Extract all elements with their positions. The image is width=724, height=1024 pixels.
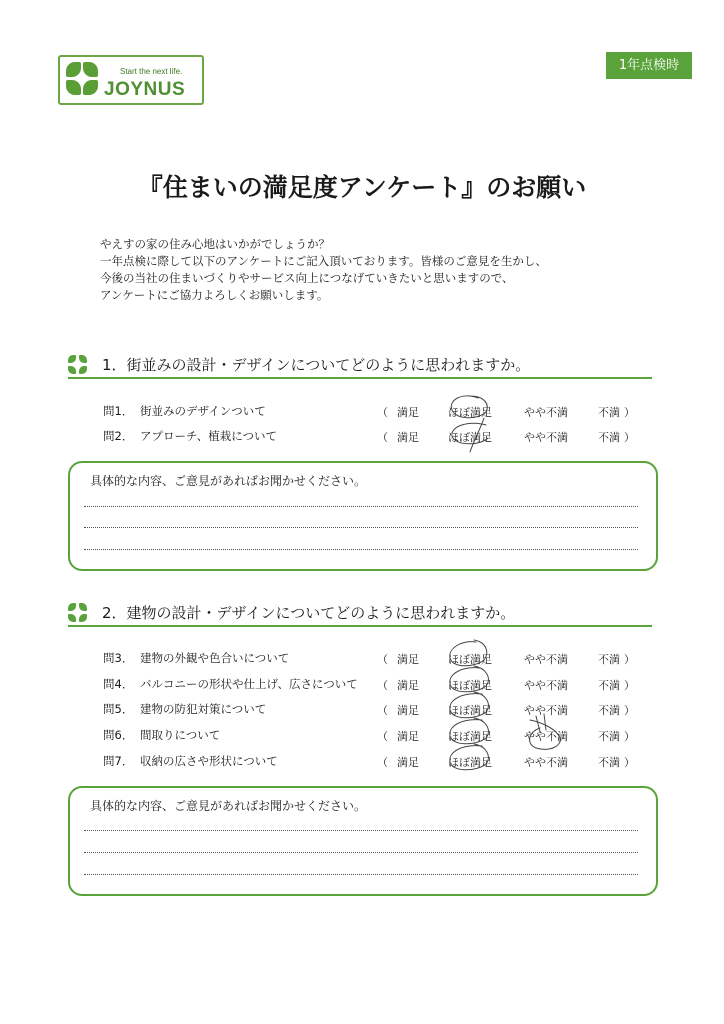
paren-close: ） (624, 679, 635, 692)
paren-close: ） (624, 704, 635, 717)
option-satisfied[interactable]: 満足 (397, 406, 419, 419)
question-text: バルコニーの形状や仕上げ、広さについて (140, 677, 358, 691)
question-text: 間取りについて (140, 728, 221, 742)
section-heading: 1．街並みの設計・デザインについてどのように思われますか。 (102, 356, 531, 374)
paren-close: ） (624, 406, 635, 419)
option-somewhat-dissatisfied[interactable]: やや不満 (524, 406, 568, 419)
option-mostly-satisfied[interactable]: ほぼ満足 (448, 704, 492, 717)
question-text: 建物の防犯対策について (140, 702, 267, 716)
question-number: 問6． (103, 728, 134, 742)
option-somewhat-dissatisfied[interactable]: やや不満 (524, 431, 568, 444)
question-number: 問1． (103, 404, 134, 418)
option-dissatisfied[interactable]: 不満 (598, 406, 620, 419)
option-dissatisfied[interactable]: 不満 (598, 704, 620, 717)
comment-line (84, 549, 638, 550)
question-text: 収納の広さや形状について (140, 754, 278, 768)
intro-line: アンケートにご協力よろしくお願いします。 (100, 288, 329, 302)
option-somewhat-dissatisfied[interactable]: やや不満 (524, 730, 568, 743)
option-dissatisfied[interactable]: 不満 (598, 756, 620, 769)
paren-close: ） (624, 431, 635, 444)
option-satisfied[interactable]: 満足 (397, 653, 419, 666)
paren-close: ） (624, 730, 635, 743)
question-number: 問5． (103, 702, 134, 716)
comment-line (84, 852, 638, 853)
comment-line (84, 506, 638, 507)
clover-leaf-icon (66, 62, 81, 77)
logo-brand-name: JOYNUS (104, 79, 186, 100)
section-divider (68, 377, 652, 379)
paren-open: （ (377, 679, 388, 692)
paren-close: ） (624, 756, 635, 769)
option-satisfied[interactable]: 満足 (397, 679, 419, 692)
logo-tagline: Start the next life. (120, 67, 183, 76)
section-heading: 2．建物の設計・デザインについてどのように思われますか。 (102, 604, 516, 622)
paren-open: （ (377, 406, 388, 419)
paren-open: （ (377, 704, 388, 717)
option-dissatisfied[interactable]: 不満 (598, 431, 620, 444)
comment-label: 具体的な内容、ご意見があればお聞かせください。 (90, 799, 367, 813)
paren-open: （ (377, 730, 388, 743)
intro-line: やえすの家の住み心地はいかがでしょうか？ (100, 237, 330, 251)
option-mostly-satisfied[interactable]: ほぼ満足 (448, 406, 492, 419)
paren-close: ） (624, 653, 635, 666)
option-somewhat-dissatisfied[interactable]: やや不満 (524, 756, 568, 769)
intro-line: 今後の当社の住まいづくりやサービス向上につなげていきたいと思いますので、 (100, 271, 514, 285)
clover-leaf-icon (83, 62, 98, 77)
comment-line (84, 874, 638, 875)
question-number: 問7． (103, 754, 134, 768)
option-somewhat-dissatisfied[interactable]: やや不満 (524, 704, 568, 717)
option-somewhat-dissatisfied[interactable]: やや不満 (524, 679, 568, 692)
option-satisfied[interactable]: 満足 (397, 431, 419, 444)
paren-open: （ (377, 756, 388, 769)
option-mostly-satisfied[interactable]: ほぼ満足 (448, 653, 492, 666)
comment-box[interactable] (68, 786, 658, 896)
clover-leaf-icon (83, 80, 98, 95)
question-text: 街並みのデザインついて (140, 404, 266, 418)
comment-line (84, 830, 638, 831)
option-dissatisfied[interactable]: 不満 (598, 679, 620, 692)
option-dissatisfied[interactable]: 不満 (598, 653, 620, 666)
option-dissatisfied[interactable]: 不満 (598, 730, 620, 743)
option-mostly-satisfied[interactable]: ほぼ満足 (448, 756, 492, 769)
option-mostly-satisfied[interactable]: ほぼ満足 (448, 679, 492, 692)
intro-text (100, 236, 547, 304)
company-logo (58, 55, 204, 105)
question-number: 問3． (103, 651, 134, 665)
option-mostly-satisfied[interactable]: ほぼ満足 (448, 431, 492, 444)
option-satisfied[interactable]: 満足 (397, 756, 419, 769)
clover-leaf-icon (66, 80, 81, 95)
paren-open: （ (377, 653, 388, 666)
inspection-badge: 1年点検時 (606, 52, 692, 79)
question-number: 問2． (103, 429, 134, 443)
option-somewhat-dissatisfied[interactable]: やや不満 (524, 653, 568, 666)
comment-label: 具体的な内容、ご意見があればお聞かせください。 (90, 474, 367, 488)
question-number: 問4． (103, 677, 134, 691)
paren-open: （ (377, 431, 388, 444)
page-title: 『住まいの満足度アンケート』のお願い (137, 173, 587, 202)
question-text: 建物の外観や色合いについて (140, 651, 290, 665)
option-satisfied[interactable]: 満足 (397, 730, 419, 743)
section-divider (68, 625, 652, 627)
intro-line: 一年点検に際して以下のアンケートにご記入頂いております。皆様のご意見を生かし、 (100, 254, 547, 268)
comment-line (84, 527, 638, 528)
section-bullet-icon (68, 355, 88, 375)
option-mostly-satisfied[interactable]: ほぼ満足 (448, 730, 492, 743)
comment-box[interactable] (68, 461, 658, 571)
section-bullet-icon (68, 603, 88, 623)
question-text: アプローチ、植栽について (140, 429, 277, 443)
option-satisfied[interactable]: 満足 (397, 704, 419, 717)
